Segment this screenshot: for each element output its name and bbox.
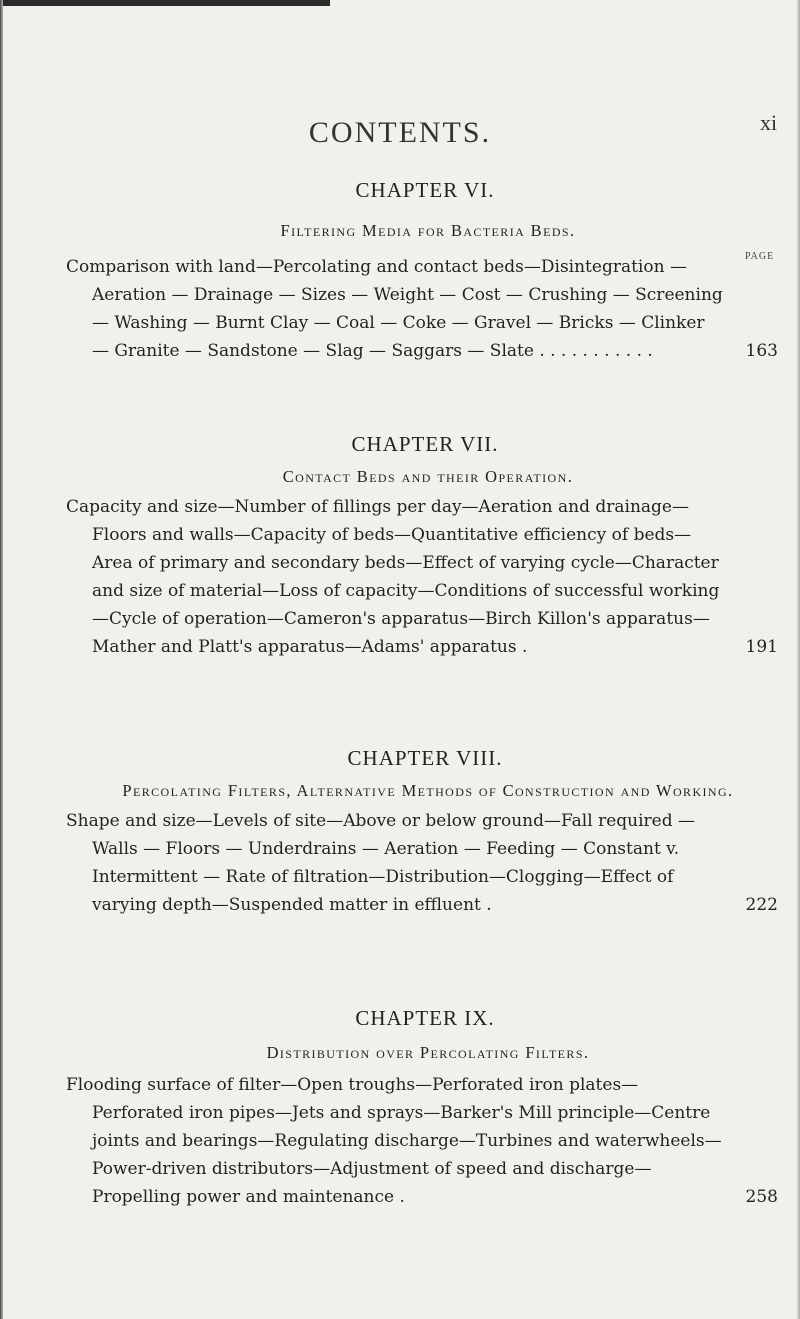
chapter-title: Percolating Filters, Alternative Methods of Construction and Working. [122,781,734,800]
chapter-contents [66,807,778,919]
chapter-number: CHAPTER VI. [355,178,495,202]
chapter-title: Distribution over Percolating Filters. [266,1043,590,1062]
chapter-summary: Shape and size—Levels of site—Above or below ground—Fall required — Walls — Floors — Underdrains — Aeration — Feeding — Constant v. Intermittent — Rate of filtration—Distribution—Clogging—Effect of varying depth—Suspended matter in effluent . [66,811,695,915]
chapter-summary: Capacity and size—Number of fillings per day—Aeration and drainage—Floors and walls—Capacity of beds—Quantitative efficiency of beds—Area of primary and secondary beds—Effect of varying cycle—Character and size of material—Loss of capacity—Conditions of successful working—Cycle of operation—Cameron's apparatus—Birch Killon's apparatus—Mather and Platt's apparatus—Adams' apparatus . [66,497,720,657]
page-number: 258 [745,1187,778,1207]
page-number: 222 [745,895,778,915]
chapter-contents [66,493,778,661]
chapter-vi [0,178,800,365]
chapter-summary: Comparison with land—Percolating and contact beds—Disintegration — Aeration — Drainage — Sizes — Weight — Cost — Crushing — Screening — Washing — Burnt Clay — Coal — Coke — Gravel — Bricks — Clinker — Granite — Sandstone — Slag — Saggars — Slate . . . . . . . . . . . [66,257,723,361]
chapter-title: Contact Beds and their Operation. [282,467,574,486]
chapter-number: CHAPTER VIII. [347,746,503,770]
chapter-title: Filtering Media for Bacteria Beds. [280,221,576,240]
folio: xi [760,110,778,135]
chapter-contents [66,1071,778,1211]
page-number: 191 [745,637,778,657]
chapter-vii [0,432,800,661]
page-number: 163 [745,341,778,361]
chapter-number: CHAPTER IX. [355,1006,495,1030]
chapter-summary: Flooding surface of filter—Open troughs—Perforated iron plates—Perforated iron pipes—Jets and sprays—Barker's Mill principle—Centre joints and bearings—Regulating discharge—Turbines and waterwheels—Power-driven distributors—Adjustment of speed and discharge—Propelling power and maintenance . [66,1075,722,1207]
running-head: CONTENTS. [308,116,492,149]
top-edge-shadow [0,0,330,6]
chapter-ix [0,1006,800,1211]
page-column-label: PAGE [745,251,775,262]
chapter-viii [0,746,800,919]
chapter-number: CHAPTER VII. [351,432,499,456]
